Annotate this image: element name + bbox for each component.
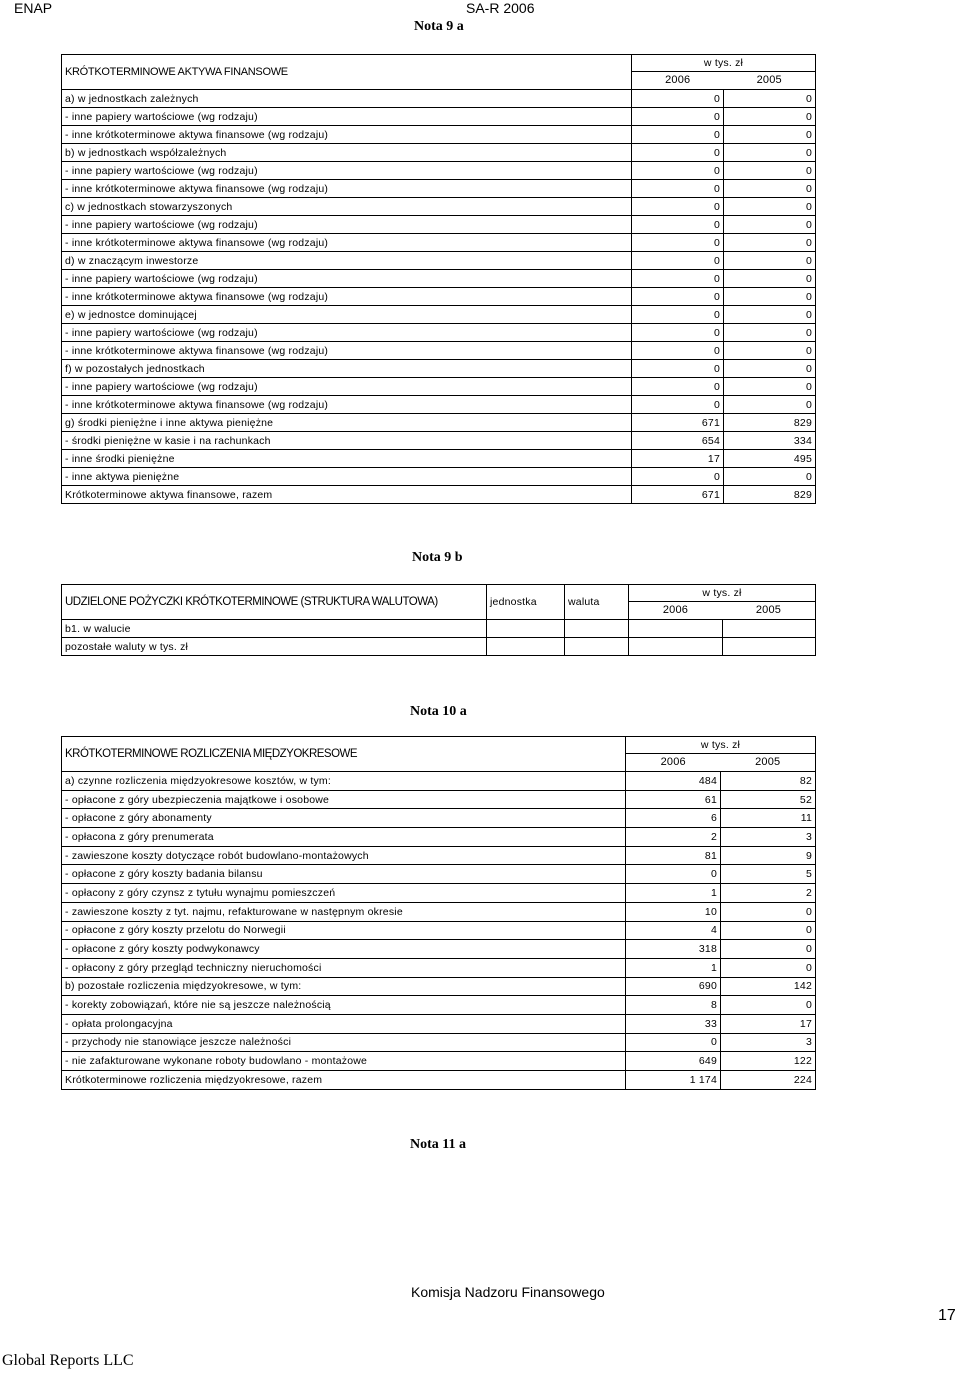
row-label: pozostałe waluty w tys. zł [62,638,487,656]
row-value-v1: 17 [632,450,724,468]
row-value-v1: 671 [632,486,724,504]
row-label: - inne papiery wartościowe (wg rodzaju) [62,108,632,126]
row-value-v1: 10 [626,902,721,921]
row-label: - opłacony z góry przegląd techniczny nieruchomości [62,958,626,977]
table-row [62,1071,816,1090]
table-row [62,1033,816,1052]
row-label: - inne aktywa pieniężne [62,468,632,486]
footer-center: Komisja Nadzoru Finansowego [411,1284,605,1300]
row-value-v1: 0 [632,306,724,324]
row-label: - inne papiery wartościowe (wg rodzaju) [62,270,632,288]
row-label: a) w jednostkach zależnych [62,90,632,108]
row-label: g) środki pieniężne i inne aktywa pieniężne [62,414,632,432]
table-row [62,772,816,791]
row-value-v1: 6 [626,809,721,828]
header-left: ENAP [14,0,53,16]
row-label: - opłata prolongacyjna [62,1014,626,1033]
row-label: - przychody nie stanowiące jeszcze należności [62,1033,626,1052]
nota-10a-title: KRÓTKOTERMINOWE ROZLICZENIA MIĘDZYOKRESOWE [62,737,626,772]
row-value-v1: 2 [626,828,721,847]
nota-10a-unit: w tys. zł [626,737,815,754]
row-label: - opłacone z góry koszty badania bilansu [62,865,626,884]
row-value-v2: 82 [721,772,816,791]
row-value-v2: 2 [721,884,816,903]
table-row [62,884,816,903]
empty-cell [487,620,565,638]
row-value-v2: 17 [721,1014,816,1033]
row-label: - opłacone z góry ubezpieczenia majątkowe i osobowe [62,790,626,809]
nota-9b-col-waluta: waluta [565,585,629,620]
row-label: - opłacony z góry czynsz z tytułu wynajmu pomieszczeń [62,884,626,903]
empty-cell [487,638,565,656]
empty-cell [629,620,723,638]
row-value-v1: 671 [632,414,724,432]
row-value-v1: 0 [632,108,724,126]
table-row [62,270,816,288]
table-row [62,921,816,940]
table-row [62,940,816,959]
row-value-v2: 334 [724,432,816,450]
table-row [62,958,816,977]
row-value-v2: 9 [721,846,816,865]
row-value-v2: 0 [721,996,816,1015]
row-label: b1. w walucie [62,620,487,638]
row-value-v1: 0 [632,126,724,144]
table-row [62,162,816,180]
row-value-v2: 829 [724,414,816,432]
row-label: c) w jednostkach stowarzyszonych [62,198,632,216]
row-value-v1: 690 [626,977,721,996]
row-label: - opłacone z góry koszty podwykonawcy [62,940,626,959]
table-row [62,828,816,847]
table-row [62,306,816,324]
row-value-v2: 0 [724,234,816,252]
nota-11a-label: Nota 11 a [410,1137,466,1152]
row-label: - inne papiery wartościowe (wg rodzaju) [62,162,632,180]
nota-9a-label: Nota 9 a [414,19,464,34]
row-value-v2: 829 [724,486,816,504]
nota-10a-table [61,736,816,1090]
table-row [62,126,816,144]
row-label: - inne papiery wartościowe (wg rodzaju) [62,216,632,234]
row-label: - opłacona z góry prenumerata [62,828,626,847]
row-value-v1: 1 [626,958,721,977]
row-value-v2: 495 [724,450,816,468]
row-value-v1: 0 [632,360,724,378]
row-label: - inne krótkoterminowe aktywa finansowe (wg rodzaju) [62,126,632,144]
row-label: - inne krótkoterminowe aktywa finansowe (wg rodzaju) [62,396,632,414]
row-value-v1: 1 174 [626,1071,721,1090]
empty-cell [565,620,629,638]
row-label: - środki pieniężne w kasie i na rachunkach [62,432,632,450]
row-value-v2: 0 [724,180,816,198]
row-label: - zawieszone koszty dotyczące robót budowlano-montażowych [62,846,626,865]
row-value-v2: 0 [724,342,816,360]
row-value-v1: 4 [626,921,721,940]
nota-9a-year-2005: 2005 [756,74,782,86]
row-value-v1: 0 [632,198,724,216]
nota-9a-title: KRÓTKOTERMINOWE AKTYWA FINANSOWE [62,55,632,90]
row-value-v1: 81 [626,846,721,865]
row-value-v2: 52 [721,790,816,809]
row-value-v2: 0 [724,108,816,126]
nota-9b-unit: w tys. zł [629,585,815,602]
row-value-v1: 0 [632,468,724,486]
row-value-v2: 3 [721,828,816,847]
row-value-v1: 0 [632,90,724,108]
header-center: SA-R 2006 [466,0,535,16]
row-value-v2: 0 [721,940,816,959]
row-label: - inne środki pieniężne [62,450,632,468]
row-value-v2: 224 [721,1071,816,1090]
row-value-v2: 3 [721,1033,816,1052]
nota-9b-title: UDZIELONE POŻYCZKI KRÓTKOTERMINOWE (STRUKTURA WALUTOWA) [62,585,487,620]
row-value-v2: 5 [721,865,816,884]
table-row [62,180,816,198]
row-value-v1: 8 [626,996,721,1015]
row-value-v1: 0 [632,342,724,360]
table-row [62,620,816,638]
row-value-v1: 0 [632,270,724,288]
row-label: - zawieszone koszty z tyt. najmu, refakturowane w następnym okresie [62,902,626,921]
row-value-v2: 0 [721,902,816,921]
row-label: e) w jednostce dominującej [62,306,632,324]
table-row [62,432,816,450]
table-row [62,396,816,414]
row-value-v1: 0 [632,180,724,198]
table-row [62,1014,816,1033]
nota-10a-label: Nota 10 a [410,704,467,719]
row-value-v2: 0 [724,396,816,414]
table-row [62,108,816,126]
nota-9b-unit-header [629,585,816,620]
nota-9a-year-2006: 2006 [665,74,691,86]
table-row [62,450,816,468]
nota-9a-table [61,54,816,504]
row-value-v1: 61 [626,790,721,809]
row-value-v2: 0 [724,270,816,288]
nota-10a-year-2005: 2005 [755,756,781,768]
row-value-v1: 0 [632,324,724,342]
row-label: - inne papiery wartościowe (wg rodzaju) [62,324,632,342]
nota-9b-label: Nota 9 b [412,550,463,565]
row-value-v1: 0 [632,216,724,234]
table-row [62,486,816,504]
row-label: a) czynne rozliczenia międzyokresowe kosztów, w tym: [62,772,626,791]
row-value-v1: 0 [632,288,724,306]
row-label: Krótkoterminowe aktywa finansowe, razem [62,486,632,504]
row-value-v1: 649 [626,1052,721,1071]
table-row [62,378,816,396]
row-value-v2: 122 [721,1052,816,1071]
nota-9a-unit-header [632,55,816,90]
row-value-v1: 0 [632,396,724,414]
row-value-v2: 0 [724,324,816,342]
row-value-v1: 484 [626,772,721,791]
table-row [62,977,816,996]
row-value-v2: 0 [724,162,816,180]
table-row [62,809,816,828]
row-value-v2: 0 [724,468,816,486]
row-label: - opłacone z góry abonamenty [62,809,626,828]
table-row [62,360,816,378]
row-value-v2: 0 [724,252,816,270]
table-row [62,198,816,216]
row-value-v2: 0 [724,198,816,216]
row-value-v2: 0 [724,360,816,378]
table-row [62,1052,816,1071]
brand-footer: Global Reports LLC [2,1352,134,1369]
row-label: Krótkoterminowe rozliczenia międzyokresowe, razem [62,1071,626,1090]
row-value-v1: 0 [626,1033,721,1052]
row-label: - korekty zobowiązań, które nie są jeszcze należnością [62,996,626,1015]
row-value-v1: 0 [632,162,724,180]
row-value-v2: 0 [724,90,816,108]
row-label: b) pozostałe rozliczenia międzyokresowe, w tym: [62,977,626,996]
nota-10a-year-2006: 2006 [660,756,686,768]
table-row [62,414,816,432]
page-number: 17 [938,1307,956,1324]
row-value-v1: 33 [626,1014,721,1033]
row-label: - inne krótkoterminowe aktywa finansowe (wg rodzaju) [62,288,632,306]
table-row [62,996,816,1015]
empty-cell [723,638,816,656]
table-row [62,324,816,342]
empty-cell [723,620,816,638]
row-label: - nie zafakturowane wykonane roboty budowlano - montażowe [62,1052,626,1071]
table-row [62,288,816,306]
row-value-v2: 11 [721,809,816,828]
nota-9a-unit: w tys. zł [632,55,815,72]
table-row [62,144,816,162]
row-value-v1: 1 [626,884,721,903]
empty-cell [629,638,723,656]
table-row [62,846,816,865]
nota-9b-table [61,584,816,656]
row-label: f) w pozostałych jednostkach [62,360,632,378]
table-row [62,342,816,360]
nota-9b-year-2006: 2006 [662,604,689,616]
row-label: - inne krótkoterminowe aktywa finansowe (wg rodzaju) [62,342,632,360]
row-value-v2: 0 [724,126,816,144]
row-label: - inne krótkoterminowe aktywa finansowe (wg rodzaju) [62,234,632,252]
row-value-v2: 0 [724,144,816,162]
table-row [62,468,816,486]
table-row [62,638,816,656]
row-label: - opłacone z góry koszty przelotu do Norwegii [62,921,626,940]
row-label: b) w jednostkach współzależnych [62,144,632,162]
table-row [62,902,816,921]
row-value-v1: 318 [626,940,721,959]
row-value-v1: 654 [632,432,724,450]
row-value-v1: 0 [626,865,721,884]
row-value-v2: 0 [724,288,816,306]
row-value-v1: 0 [632,378,724,396]
table-row [62,865,816,884]
table-row [62,216,816,234]
empty-cell [565,638,629,656]
table-row [62,90,816,108]
nota-9b-year-2005: 2005 [755,604,782,616]
row-value-v2: 0 [724,378,816,396]
row-label: - inne krótkoterminowe aktywa finansowe (wg rodzaju) [62,180,632,198]
row-value-v1: 0 [632,252,724,270]
table-row [62,234,816,252]
row-label: d) w znaczącym inwestorze [62,252,632,270]
table-row [62,790,816,809]
row-value-v1: 0 [632,144,724,162]
row-value-v2: 0 [724,216,816,234]
nota-10a-unit-header [626,737,816,772]
row-value-v2: 0 [721,958,816,977]
row-value-v2: 0 [721,921,816,940]
row-value-v1: 0 [632,234,724,252]
row-value-v2: 0 [724,306,816,324]
table-row [62,252,816,270]
row-value-v2: 142 [721,977,816,996]
row-label: - inne papiery wartościowe (wg rodzaju) [62,378,632,396]
nota-9b-col-jednostka: jednostka [487,585,565,620]
